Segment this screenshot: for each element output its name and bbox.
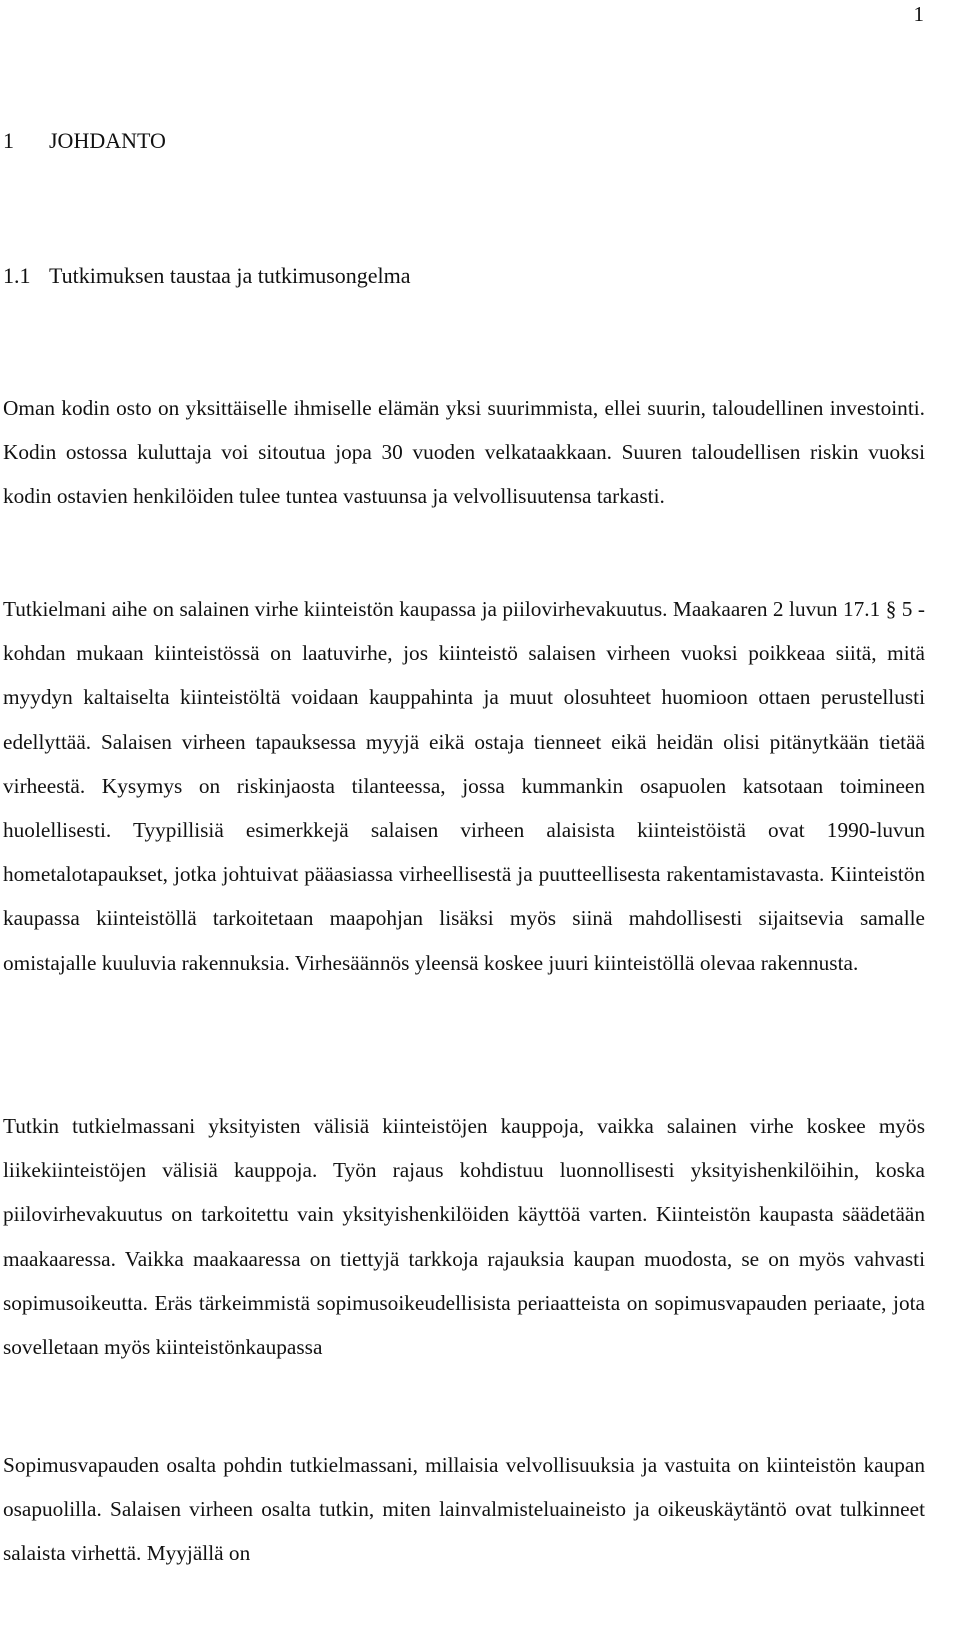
body-paragraph: Tutkin tutkielmassani yksityisten välisiä kiinteistöjen kauppoja, vaikka salainen virhe koskee myös liikekiinteistöjen välisiä kauppoja. Työn rajaus kohdistuu luonnollisesti yksityishenkilöihin, koska piilovirhevakuutus on tarkoitettu vain yksityishenkilöiden käyttöä varten. Kiinteistön kaupasta säädetään maakaaressa. Vaikka maakaaressa on tiettyjä tarkkoja rajauksia kaupan muodosta, se on myös vahvasti sopimusoikeutta. Eräs tärkeimmistä sopimusoikeudellisista periaatteista on sopimusvapauden periaate, jota sovelletaan myös kiinteistönkaupassa [3, 1114, 925, 1360]
section-heading [3, 262, 411, 290]
chapter-title: JOHDANTO [49, 128, 166, 153]
chapter-heading [3, 127, 166, 155]
chapter-number: 1 [3, 128, 14, 153]
body-paragraph: Tutkielmani aihe on salainen virhe kiinteistön kaupassa ja piilovirhevakuutus. Maakaaren 2 luvun 17.1 § 5 -kohdan mukaan kiinteistössä on laatuvirhe, jos kiinteistö salaisen virheen vuoksi poikkeaa siitä, mitä myydyn kaltaiselta kiinteistöltä voidaan kauppahinta ja muut olosuhteet huomioon ottaen perustellusti edellyttää. Salaisen virheen tapauksessa myyjä eikä ostaja tienneet eikä heidän olisi pitänytkään tietää virheestä. Kysymys on riskinjaosta tilanteessa, jossa kummankin osapuolen katsotaan toimineen huolellisesti. Tyypillisiä esimerkkejä salaisen virheen alaisista kiinteistöistä ovat 1990-luvun hometalotapaukset, jotka johtuivat pääasiassa virheellisestä ja puutteellisesta rakentamistavasta. Kiinteistön kaupassa kiinteistöllä tarkoitetaan maapohjan lisäksi myös siinä mahdollisesti sijaitsevia samalle omistajalle kuuluvia rakennuksia. Virhesäännös yleensä koskee juuri kiinteistöllä olevaa rakennusta. [3, 597, 925, 975]
section-number: 1.1 [3, 263, 31, 288]
body-paragraph: Sopimusvapauden osalta pohdin tutkielmassani, millaisia velvollisuuksia ja vastuita on kiinteistön kaupan osapuolilla. Salaisen virheen osalta tutkin, miten lainvalmisteluaineisto ja oikeuskäytäntö ovat tulkinneet salaista virhettä. Myyjällä on [3, 1453, 925, 1566]
body-paragraph: Oman kodin osto on yksittäiselle ihmiselle elämän yksi suurimmista, ellei suurin, taloudellinen investointi. Kodin ostossa kuluttaja voi sitoutua jopa 30 vuoden velkataakkaan. Suuren taloudellisen riskin vuoksi kodin ostavien henkilöiden tulee tuntea vastuunsa ja velvollisuutensa tarkasti. [3, 396, 925, 509]
section-title: Tutkimuksen taustaa ja tutkimusongelma [49, 263, 411, 288]
page-number: 1 [913, 2, 924, 26]
